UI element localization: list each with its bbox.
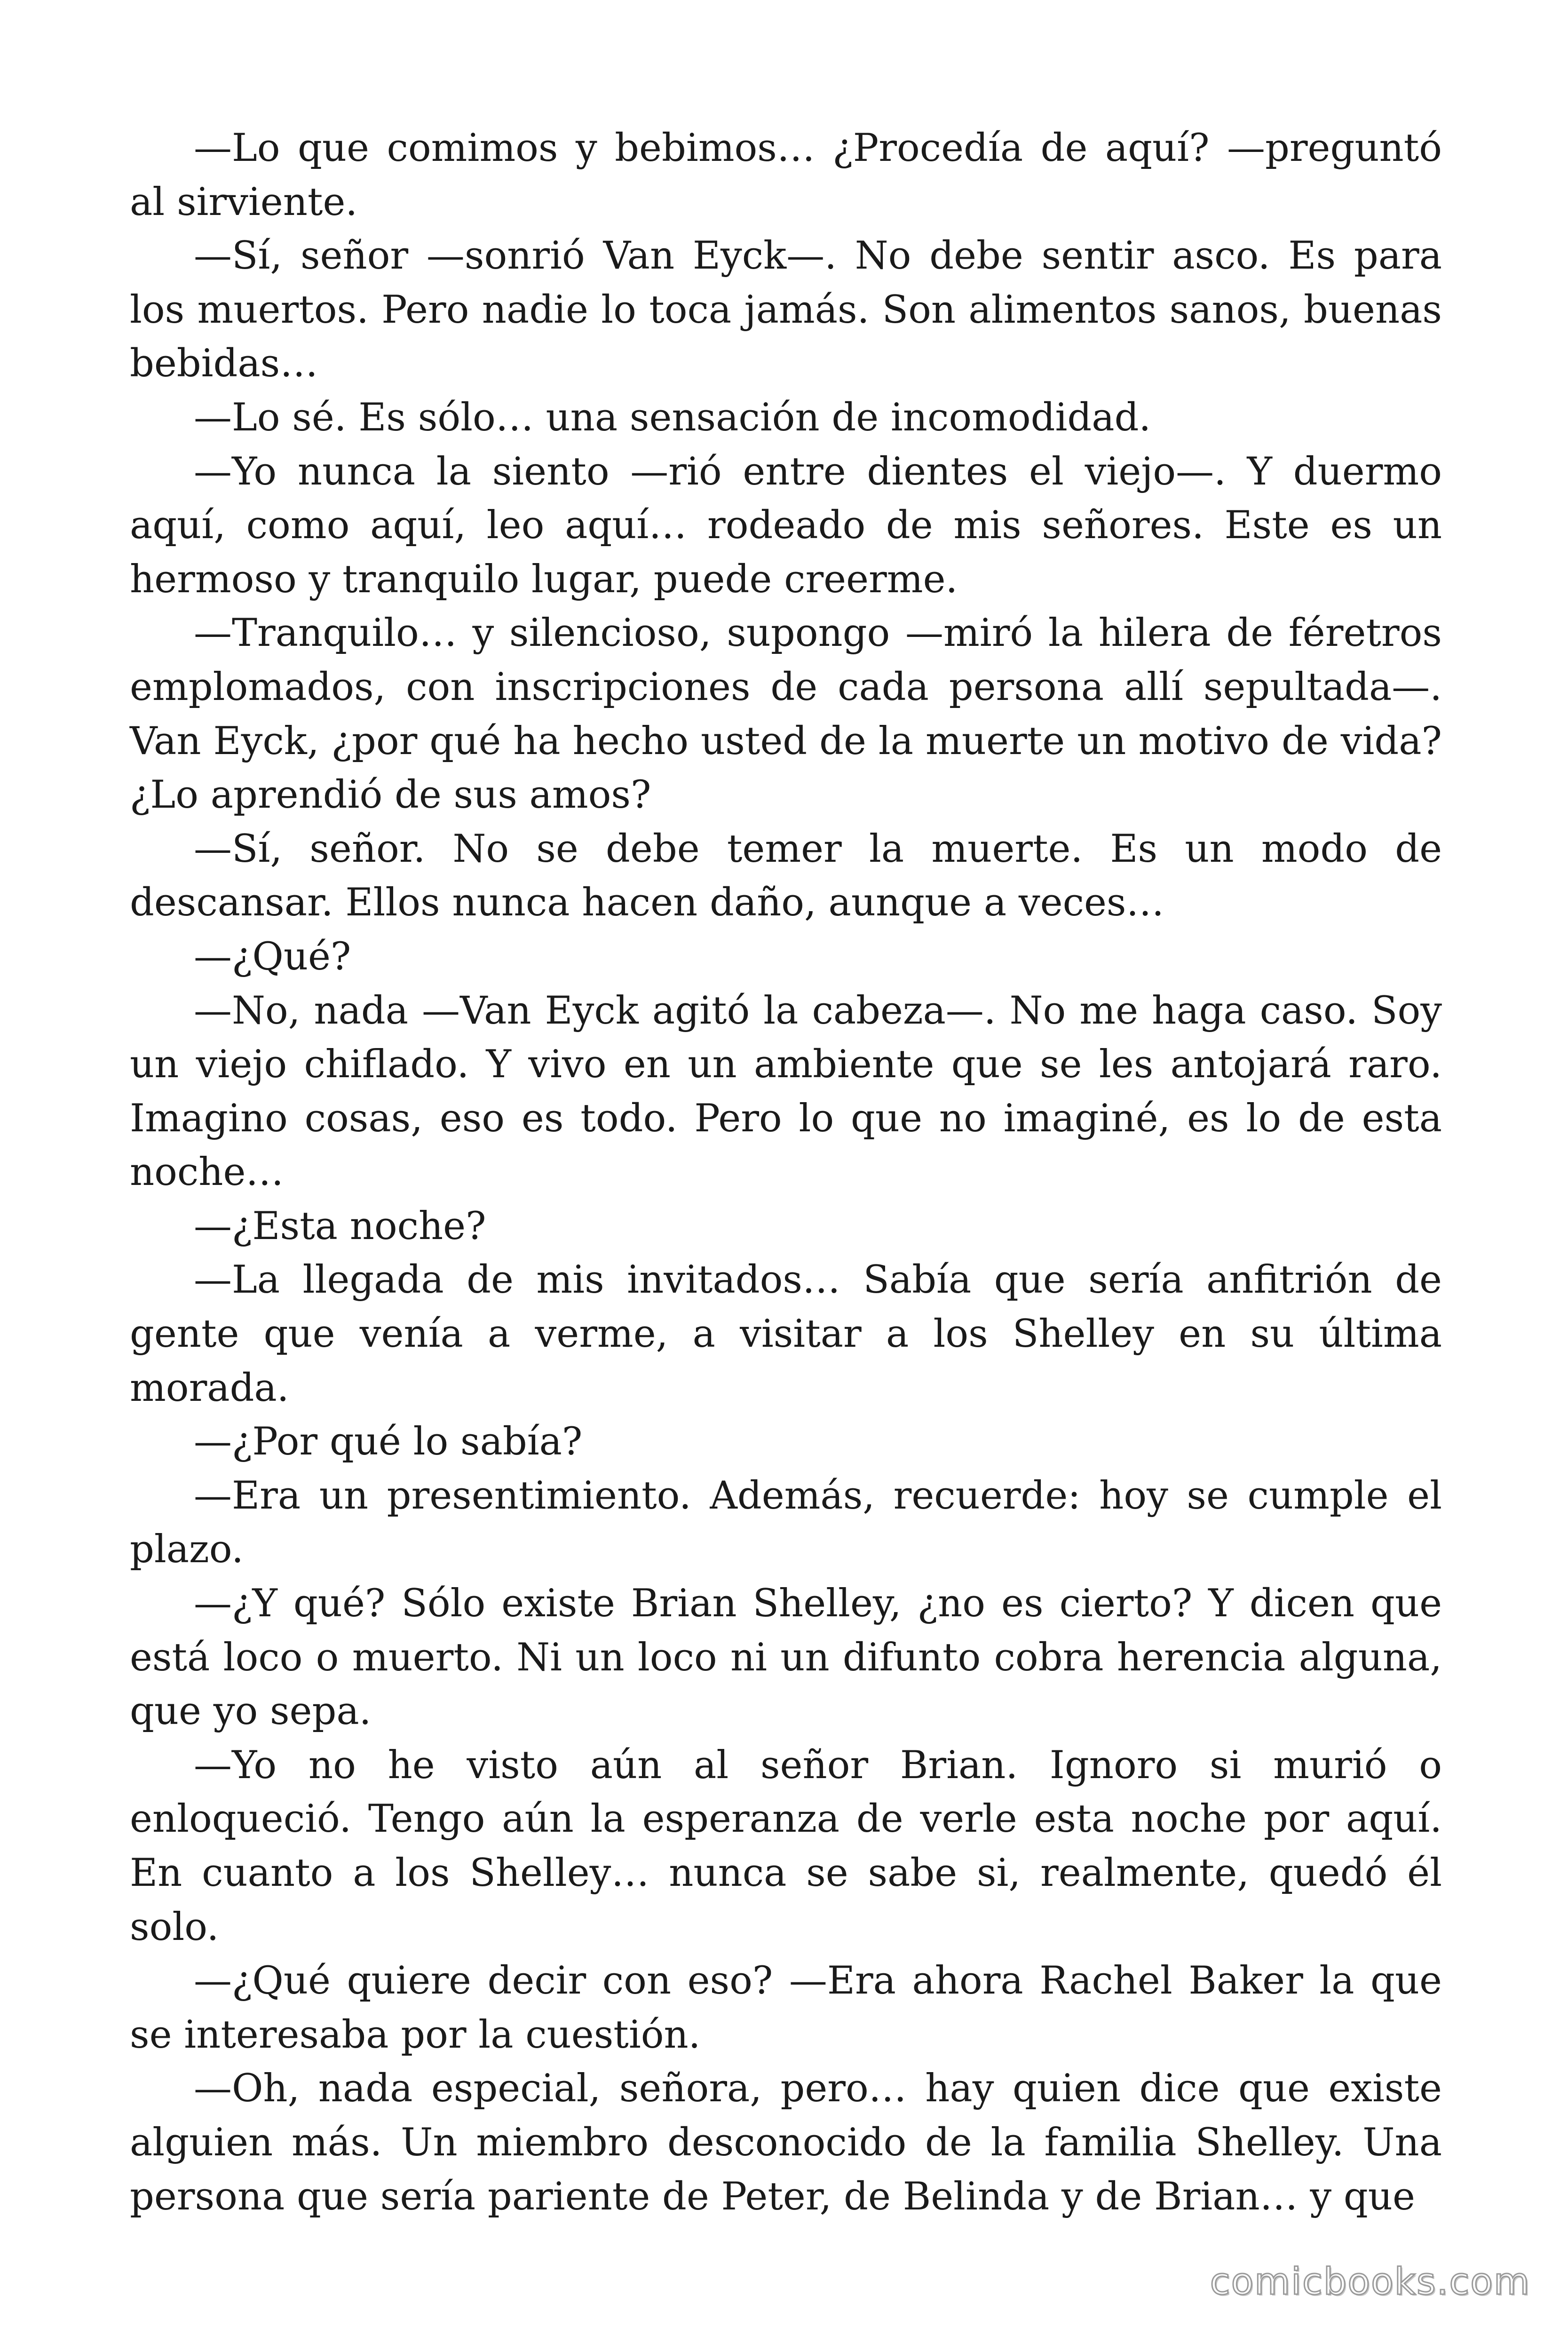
- paragraph: —¿Esta noche?: [194, 1204, 486, 1248]
- paragraph: —Sí, señor. No se debe temer la muerte. Es un modo de descansar. Ellos nunca hacen daño, aunque a veces…: [130, 826, 1442, 925]
- paragraph: —La llegada de mis invitados… Sabía que sería anfitrión de gente que venía a verme, a visitar a los Shelley en su última morada.: [130, 1258, 1442, 1410]
- paragraph: —No, nada —Van Eyck agitó la cabeza—. No me haga caso. Soy un viejo chiflado. Y vivo en un ambiente que se les antojará raro. Imagino cosas, eso es todo. Pero lo que no imaginé, es lo de esta noche…: [130, 988, 1442, 1195]
- watermark: comicbooks.com: [1210, 2261, 1530, 2303]
- paragraph: —¿Qué?: [194, 934, 351, 979]
- paragraph: —Lo que comimos y bebimos… ¿Procedía de aquí? —preguntó al sirviente.: [130, 126, 1442, 224]
- paragraph: —Yo no he visto aún al señor Brian. Ignoro si murió o enloqueció. Tengo aún la esperanza de verle esta noche por aquí. En cuanto a los Shelley… nunca se sabe si, realmente, quedó él solo.: [130, 1743, 1442, 1949]
- paragraph: —Oh, nada especial, señora, pero… hay quien dice que existe alguien más. Un miembro desconocido de la familia Shelley. Una persona que sería pariente de Peter, de Belinda y de Brian… y que: [130, 2066, 1442, 2219]
- paragraph: —¿Por qué lo sabía?: [194, 1420, 583, 1464]
- paragraph: —Lo sé. Es sólo… una sensación de incomodidad.: [194, 395, 1151, 440]
- paragraph: —Sí, señor —sonrió Van Eyck—. No debe sentir asco. Es para los muertos. Pero nadie lo toca jamás. Son alimentos sanos, buenas bebidas…: [130, 234, 1442, 386]
- paragraph: —Tranquilo… y silencioso, supongo —miró la hilera de féretros emplomados, con inscripciones de cada persona allí sepultada—. Van Eyck, ¿por qué ha hecho usted de la muerte un motivo de vida? ¿Lo aprendió de sus amos?: [130, 611, 1442, 818]
- paragraph: —Era un presentimiento. Además, recuerde: hoy se cumple el plazo.: [130, 1473, 1442, 1572]
- body-text: [130, 121, 1442, 2224]
- paragraph: —¿Qué quiere decir con eso? —Era ahora Rachel Baker la que se interesaba por la cuestión.: [130, 1959, 1442, 2057]
- paragraph: —¿Y qué? Sólo existe Brian Shelley, ¿no es cierto? Y dicen que está loco o muerto. Ni un loco ni un difunto cobra herencia alguna, que yo sepa.: [130, 1581, 1442, 1734]
- paragraph: —Yo nunca la siento —rió entre dientes el viejo—. Y duermo aquí, como aquí, leo aquí… rodeado de mis señores. Este es un hermoso y tranquilo lugar, puede creerme.: [130, 449, 1442, 602]
